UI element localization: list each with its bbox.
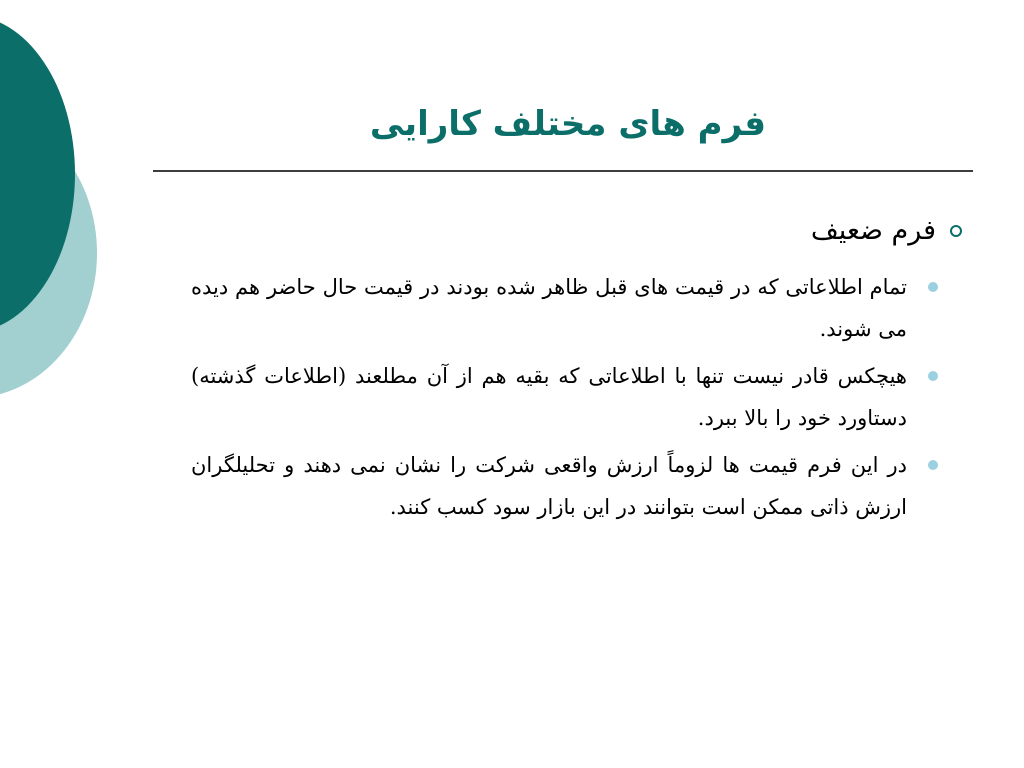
- bullet-item: [191, 444, 907, 528]
- ring-icon: [950, 225, 962, 237]
- section-heading: [811, 211, 962, 251]
- dot-icon: [928, 460, 938, 470]
- bullet-text: هیچکس قادر نیست تنها با اطلاعاتی که بقیه هم از آن مطلعند (اطلاعات گذشته) دستاورد خود را بالا ببرد.: [191, 364, 907, 430]
- title-divider: [153, 170, 973, 172]
- dot-icon: [928, 371, 938, 381]
- slide-title: فرم های مختلف کارایی: [369, 104, 766, 144]
- section-heading-text: فرم ضعیف: [810, 215, 936, 246]
- bullet-list: [191, 266, 907, 533]
- bullet-text: تمام اطلاعاتی که در قیمت های قبل ظاهر شده بودند در قیمت حال حاضر هم دیده می شوند.: [191, 275, 907, 341]
- bullet-item: [191, 266, 907, 350]
- bullet-text: در این فرم قیمت ها لزوماً ارزش واقعی شرکت را نشان نمی دهند و تحلیلگران ارزش ذاتی ممکن است بتوانند در این بازار سود کسب کنند.: [191, 453, 907, 519]
- bullet-item: [191, 355, 907, 439]
- dot-icon: [928, 282, 938, 292]
